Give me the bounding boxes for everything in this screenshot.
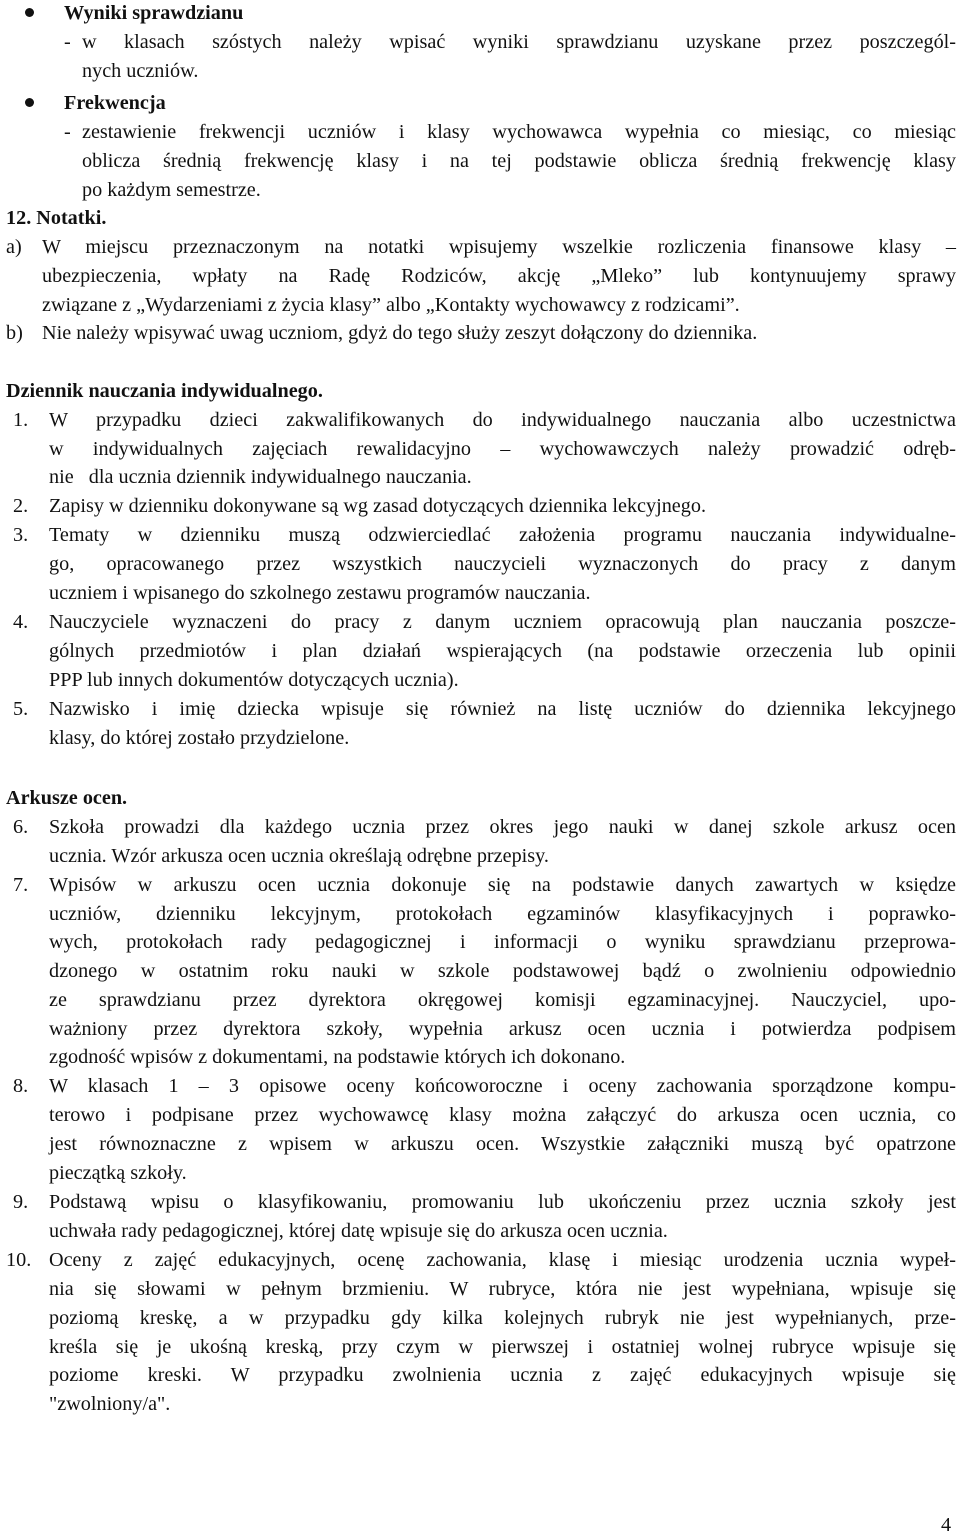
paragraph-line: zestawienie frekwencji uczniów i klasy wychowawca wypełnia co miesiąc, co miesiąc: [82, 121, 956, 143]
paragraph-line: W miejscu przeznaczonym na notatki wpisujemy wszelkie rozliczenia finansowe klasy –: [42, 236, 956, 258]
list-item-line: Nauczyciele wyznaczeni do pracy z danym uczniem opracowują plan nauczania poszcze-: [49, 611, 956, 633]
section-heading-frekwencja: Frekwencja: [64, 92, 166, 114]
list-number: 3.: [13, 524, 29, 546]
list-item-line: Nazwisko i imię dziecka wpisuje się również na listę uczniów do dziennika lekcyjnego: [49, 698, 956, 720]
list-item-line: dzonego w ostatnim roku nauki w szkole podstawowej bądź o zwolnieniu odpowiednio: [49, 960, 956, 982]
list-number: 4.: [13, 611, 29, 633]
list-item-line: gólnych przedmiotów i plan działań wspierających (na podstawie orzeczenia lub opinii: [49, 640, 956, 662]
list-item-line: wych, protokołach rady pedagogicznej i informacji o wyniku sprawdzianu przeprowa-: [49, 931, 956, 953]
list-item-line: ważniony przez dyrektora szkoły, wypełnia arkusz ocen ucznia i potwierdza podpisem: [49, 1018, 956, 1040]
list-item-line: nia się słowami w pełnym brzmieniu. W rubryce, która nie jest wypełniana, wpisuje się: [49, 1278, 956, 1300]
list-item-line: klasy, do której zostało przydzielone.: [49, 727, 350, 749]
paragraph-line: po każdym semestrze.: [82, 179, 261, 201]
list-item-line: PPP lub innych dokumentów dotyczących ucznia).: [49, 669, 459, 691]
paragraph-line: w klasach szóstych należy wpisać wyniki sprawdzianu uzyskane przez poszczegól-: [82, 31, 956, 53]
list-number: 8.: [13, 1075, 29, 1097]
paragraph-line: oblicza średnią frekwencję klasy i na tej podstawie oblicza średnią frekwencję klasy: [82, 150, 956, 172]
list-item-line: W przypadku dzieci zakwalifikowanych do indywidualnego nauczania albo uczestnictwa: [49, 409, 956, 431]
bullet-icon: [25, 8, 34, 17]
list-number: 1.: [13, 409, 29, 431]
bullet-icon: [25, 98, 34, 107]
list-item-line: uchwała rady pedagogicznej, której datę wpisuje się do arkusza ocen ucznia.: [49, 1220, 668, 1242]
list-item-line: zgodność wpisów z dokumentami, na podstawie których ich dokonano.: [49, 1046, 626, 1068]
list-number: 2.: [13, 495, 29, 517]
page-number: 4: [941, 1514, 952, 1536]
list-item-line: Tematy w dzienniku muszą odzwierciedlać założenia programu nauczania indywidualne-: [49, 524, 956, 546]
list-item-line: "zwolniony/a".: [49, 1393, 171, 1415]
paragraph-line: związane z „Wydarzeniami z życia klasy” albo „Kontakty wychowawcy z rodzicami”.: [42, 294, 740, 316]
dash-marker: -: [64, 121, 71, 143]
list-item-line: Wpisów w arkuszu ocen ucznia dokonuje się na podstawie danych zawartych w księdze: [49, 874, 956, 896]
paragraph-line: Nie należy wpisywać uwag uczniom, gdyż do tego służy zeszyt dołączony do dziennika.: [42, 322, 758, 344]
paragraph-line: ubezpieczenia, wpłaty na Radę Rodziców, akcję „Mleko” lub kontynuujemy sprawy: [42, 265, 956, 287]
list-item-line: ze sprawdzianu przez dyrektora okręgowej komisji egzaminacyjnej. Nauczyciel, upo-: [49, 989, 956, 1011]
list-item-line: poziomą kreskę, a w przypadku gdy kilka kolejnych rubryk nie jest wypełnianych, prze-: [49, 1307, 956, 1329]
list-item-line: go, opracowanego przez wszystkich nauczycieli wyznaczonych do pracy z danym: [49, 553, 956, 575]
section-heading-wyniki: Wyniki sprawdzianu: [64, 2, 244, 24]
list-item-line: Podstawą wpisu o klasyfikowaniu, promowaniu lub ukończeniu przez ucznia szkoły jest: [49, 1191, 956, 1213]
list-marker: a): [6, 236, 22, 258]
list-number: 5.: [13, 698, 29, 720]
list-item-line: uczniem i wpisanego do szkolnego zestawu programów nauczania.: [49, 582, 591, 604]
list-item-line: W klasach 1 – 3 opisowe oceny końcoworoczne i oceny zachowania sporządzone kompu-: [49, 1075, 956, 1097]
list-item-line: w indywidualnych zajęciach rewalidacyjno – wychowawczych należy prowadzić odręb-: [49, 438, 956, 460]
list-marker: b): [6, 322, 23, 344]
list-item-line: uczniów, dzienniku lekcyjnym, protokołach egzaminów klasyfikacyjnych i poprawko-: [49, 903, 956, 925]
dash-marker: -: [64, 31, 71, 53]
paragraph-line: nych uczniów.: [82, 60, 199, 82]
list-item-line: ucznia. Wzór arkusza ocen ucznia określają odrębne przepisy.: [49, 845, 549, 867]
section-heading-notatki: 12. Notatki.: [6, 207, 107, 229]
list-number: 7.: [13, 874, 29, 896]
list-item-line: pieczątką szkoły.: [49, 1162, 187, 1184]
list-item-line: nie dla ucznia dziennik indywidualnego nauczania.: [49, 466, 472, 488]
section-heading-arkusze: Arkusze ocen.: [6, 787, 128, 809]
list-item-line: kreśla się je ukośną kreską, przy czym w pierwszej i ostatniej wolnej rubryce wpisuje się: [49, 1336, 956, 1358]
list-number: 6.: [13, 816, 29, 838]
list-item-line: poziome kreski. W przypadku zwolnienia ucznia z zajęć edukacyjnych wpisuje się: [49, 1364, 956, 1386]
list-item-line: terowo i podpisane przez wychowawcę klasy można załączyć do arkusza ocen ucznia, co: [49, 1104, 956, 1126]
list-item-line: Szkoła prowadzi dla każdego ucznia przez okres jego nauki w danej szkole arkusz ocen: [49, 816, 956, 838]
list-number: 10.: [6, 1249, 32, 1271]
list-item-line: Zapisy w dzienniku dokonywane są wg zasad dotyczących dziennika lekcyjnego.: [49, 495, 706, 517]
list-item-line: Oceny z zajęć edukacyjnych, ocenę zachowania, klasę i miesiąc urodzenia ucznia wypeł-: [49, 1249, 956, 1271]
section-heading-dziennik: Dziennik nauczania indywidualnego.: [6, 380, 323, 402]
list-number: 9.: [13, 1191, 29, 1213]
list-item-line: jest równoznaczne z wpisem w arkuszu ocen. Wszystkie załączniki muszą być opatrzone: [49, 1133, 956, 1155]
